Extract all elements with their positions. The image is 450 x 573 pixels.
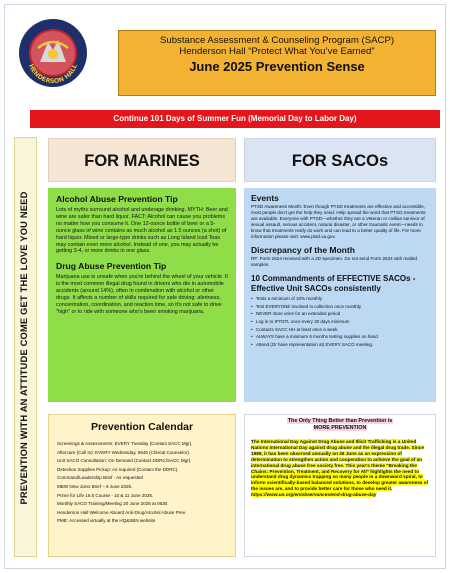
alcohol-tip-title: Alcohol Abuse Prevention Tip [56,194,178,204]
list-item: • ALWAYS have a minimum 6 months testing supplies on hand [251,333,429,341]
sacos-info-box [244,188,436,402]
list-item: • Log in to IFTDTL once every 30 days minimum [251,318,429,326]
list-item: Command/Leadership Brief - As requested [57,475,143,481]
events-title: Events [251,193,279,203]
list-item: PME: Accessed virtually at the HQ&SBN website [57,518,156,524]
list-item: MBW New Joins Brief – 9 June 2025. [57,483,133,489]
events-body: PTSD Awareness Month: Even though PTSD treatments are effective and accessible, most people don't get the help they need. Help spread the word that PTSD treatments are available. Everyone with PTSD—whether they are a Veteran or civilian survivor of sexual assault, serious accident, natural disaster, or other traumatic event—needs to know that treatments really do work and can lead to a better quality of life. For more information please visit: www.ptsd.va.gov. [251,204,426,239]
marines-tips-box [48,188,236,402]
newsletter-title: June 2025 Prevention Sense [189,59,365,74]
list-item: Aftercare (Call In): EVERY Wednesday, 0645 (Clinical Counselor). [57,449,191,455]
program-title-box [118,30,436,96]
list-item: Henderson Hall Welcome Aboard Anti-Drug/Alcohol Abuse Prev. [57,509,186,515]
alcohol-tip-body: Lots of myths surround alcohol and underage drinking. MYTH: Beer and wine are safer than hard liquor. FACT: Alcohol can cause you problems no matter how you consume it. One 12-ounce bottle of beer or a 5-ounce glass of wine contains as much alcohol as 1.5 ounces (a shot) of hard liquor. Mixed or large-type drinks such as Long Island Iced Teas may contain even more alcohol. Instead of one, you may actually be getting 3-4, or more drinks in one glass. [56,207,228,255]
list-item: • Attend (Or have representation at) EVERY SACO meeting. [251,341,429,349]
side-slogan-bar [14,137,37,557]
discrepancy-body: RF: Form 2624 received with a 2D specimen. Do not send Form 2624 with mailed samples. [251,256,417,268]
sacos-heading: FOR SACOs [244,138,436,182]
discrepancy-title: Discrepancy of the Month [251,245,355,256]
list-item: Unit SACO Consultation: On Demand (Contact DDRC/SACC Mgr). [57,458,192,464]
list-item: • NEVER store urine for an extended period [251,310,429,318]
un-drug-day-link[interactable]: https://www.un.org/en/observances/end-drug-abuse-day [251,492,377,498]
commandments-list [251,295,429,348]
program-motto: Henderson Hall “Protect What You’ve Earned” [179,46,375,57]
calendar-list [57,440,227,526]
more-prevention-title [251,418,429,432]
list-item: • Test EVERYONE involved in collection once monthly [251,303,429,311]
prevention-calendar [48,414,236,557]
list-item: • Contacts SACC HH at least once a week [251,326,429,334]
list-item: Detection Supplies Pickup: As required (Contact the DDRC). [57,466,179,472]
drug-tip-title: Drug Abuse Prevention Tip [56,261,167,272]
more-prevention-box [244,414,436,557]
drug-tip-body: Marijuana use is unsafe when you're behind the wheel of your vehicle. It is the most common illegal drug found in drivers who die in automobile accidents (around 14%), often in combination with alcohol or other drugs. It affects a number of skills required for safe driving: alertness, concentration, coordination, and reaction time, so it's not safe to drive "high" or to ride with someone who's been smoking marijuana. [56,274,228,315]
summer-fun-banner: Continue 101 Days of Summer Fun (Memorial Day to Labor Day) [30,110,440,128]
more-prevention-title-line2: MORE PREVENTION [313,425,367,431]
marines-heading: FOR MARINES [48,138,236,182]
list-item: Screenings & Assessments: EVERY Tuesday (Contact SACC Mgr). [57,441,193,446]
list-item: • Tests a minimum of 10% monthly [251,295,429,303]
commandments-title: 10 Commandments of EFFECTIVE SACOs - Effective Unit SACOs consistently [251,274,416,293]
calendar-title: Prevention Calendar [90,421,194,433]
more-prevention-title-line1: The Only Thing Better than Prevention is [287,418,393,424]
list-item: Monthly SACO Training/Meeting 20 June 2025 at 0630. [57,501,169,507]
list-item: Prime for Life 16.0 Course - 10 & 11 June 2025. [57,492,154,498]
side-slogan: PREVENTION WITH AN ATTITUDE COME GET THE LOVE YOU NEED [19,191,29,505]
program-name: Substance Assessment & Counseling Program (SACP) [159,35,395,46]
drug-day-text: The International Day Against Drug Abuse and Illicit Trafficking is a United Nations International Day against drug abuse and the illegal drug trade. Since 1989, it has been observed annually on 26 June as an expression of determination to strengthen action and cooperation to achieve the goal of an international drug abuse free society free. This year's theme "Breaking the Chains: Prevention, Treatment, and Recovery for All" highlights the need to understand drug dynamics trapping so many people in a downward spiral, to inform scientifically-based balanced solutions, to develop greater awareness of the issues are, and to provide better care for those who need it. [251,439,429,492]
svg-text:HENDERSON HALL: HENDERSON HALL [27,63,79,86]
henderson-hall-logo-icon [18,18,88,88]
more-prevention-body [251,439,429,498]
